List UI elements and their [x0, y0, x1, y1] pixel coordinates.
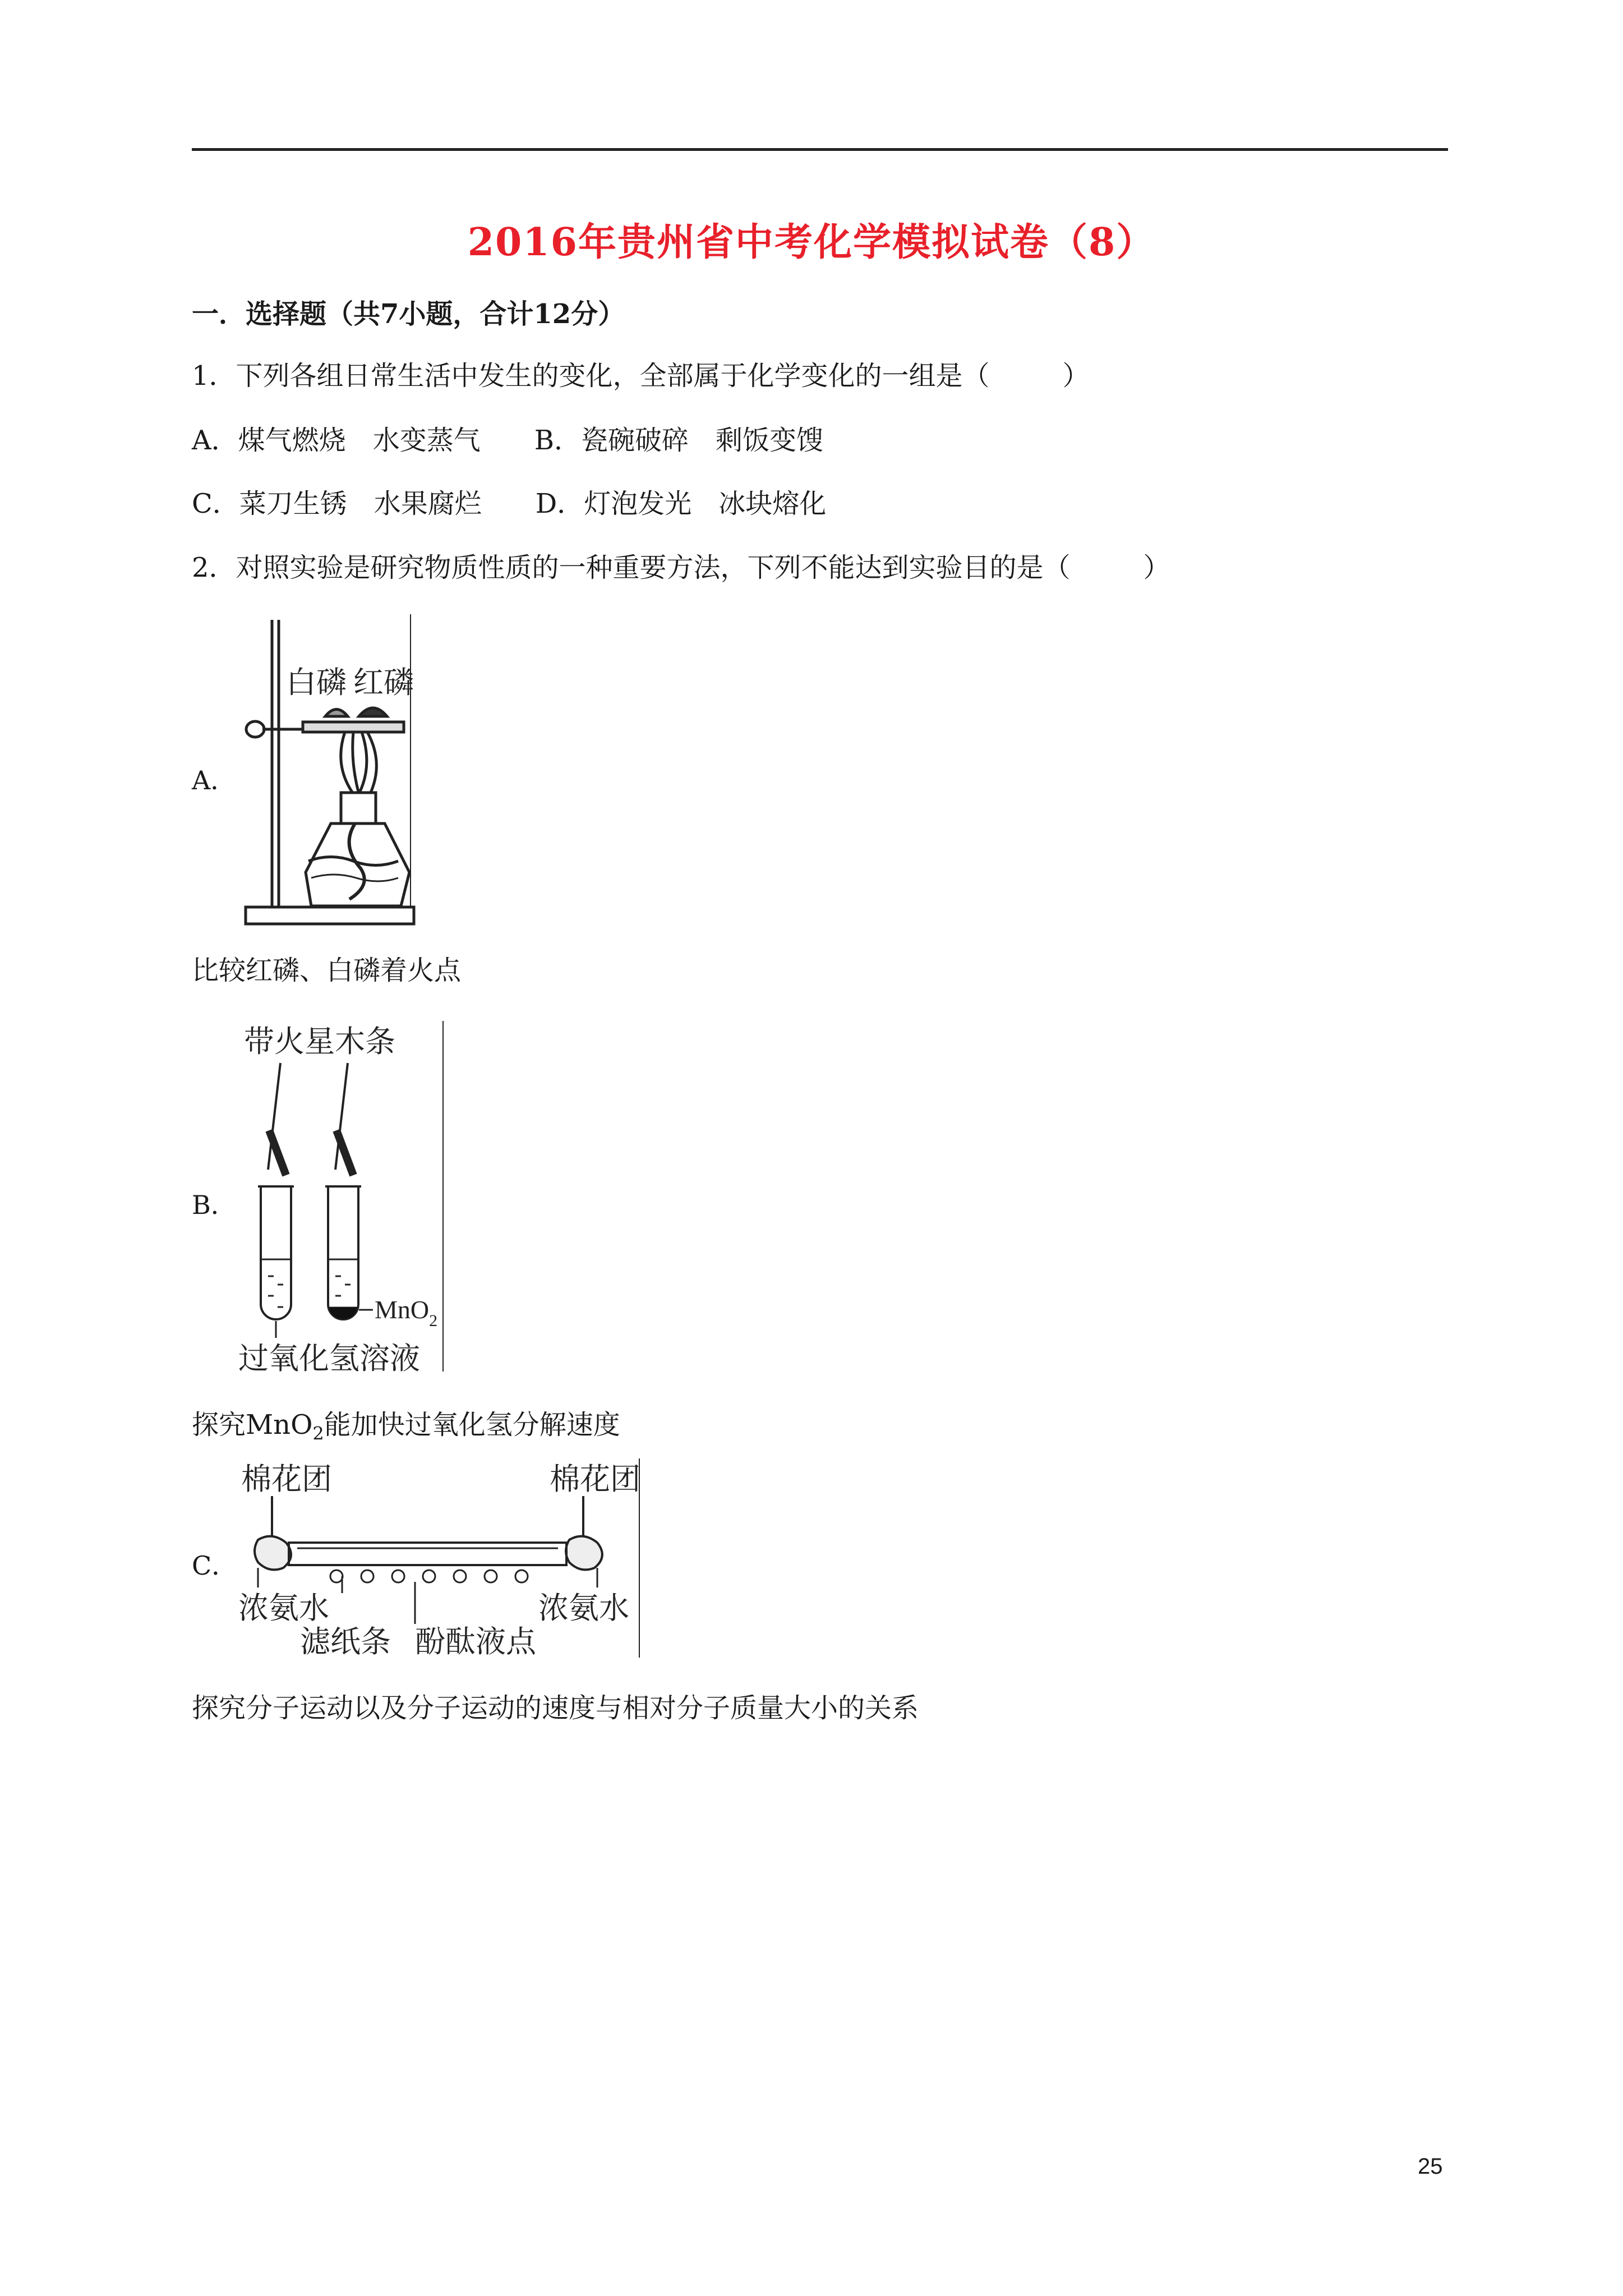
molecular-motion-tube-figure [236, 1456, 645, 1660]
option-d-item-2: 冰块熔化 [718, 488, 827, 519]
caption-b-post: 能加快过氧化氢分解速度 [324, 1409, 620, 1441]
option-d-label: D． [535, 488, 584, 519]
question-1-options-ab [192, 424, 823, 457]
question-1-stem [192, 359, 1090, 393]
fig-b-mno2-subscript: 2 [429, 1312, 438, 1330]
fig-b-mno2-label [375, 1295, 437, 1330]
fig-b-peroxide-label: 过氧化氢溶液 [238, 1341, 420, 1376]
question-1-text: 1．下列各组日常生活中发生的变化，全部属于化学变化的一组是（ [192, 360, 990, 392]
option-d-item-1: 灯泡发光 [584, 488, 692, 519]
fig-a-white-phosphorus-label: 白磷 [286, 665, 347, 700]
q2-option-b-caption [192, 1408, 620, 1451]
page-number: 25 [1418, 2154, 1443, 2179]
q2-option-c-label: C． [192, 1550, 238, 1581]
fig-c-cotton-left-label: 棉花团 [241, 1461, 332, 1497]
option-c-item-1: 菜刀生锈 [239, 488, 347, 519]
q2-option-a-label: A． [192, 765, 237, 795]
header-rule [192, 148, 1448, 151]
phosphorus-ignition-apparatus-figure [241, 614, 421, 931]
fig-c-cotton-right-label: 棉花团 [550, 1461, 640, 1497]
question-2-stem [192, 551, 1170, 585]
option-a-item-2: 水变蒸气 [372, 425, 481, 456]
option-a-item-1: 煤气燃烧 [238, 425, 346, 456]
q2-option-a-caption: 比较红磷、白磷着火点 [192, 955, 462, 986]
fig-b-splint-label: 带火星木条 [244, 1024, 395, 1059]
fig-c-ammonia-left-label: 浓氨水 [238, 1590, 329, 1626]
fig-b-mno2-text: MnO [375, 1295, 430, 1324]
question-2-paren-end: ） [1143, 552, 1170, 583]
option-b-item-1: 瓷碗破碎 [580, 425, 689, 456]
fig-c-strip-label: 滤纸条 [300, 1624, 391, 1659]
q2-option-b-label: B． [192, 1190, 237, 1220]
question-1-options-cd [192, 487, 826, 521]
section-heading: 一．选择题（共7小题，合计12分） [192, 298, 625, 330]
question-1-paren-end: ） [1062, 360, 1090, 392]
hydrogen-peroxide-test-tubes-figure [236, 1018, 449, 1377]
option-a-label: A． [192, 425, 238, 456]
caption-b-subscript: 2 [312, 1423, 324, 1444]
option-c-item-2: 水果腐烂 [374, 488, 482, 519]
question-2-text: 2．对照实验是研究物质性质的一种重要方法，下列不能达到实验目的是（ [192, 552, 1071, 583]
q2-option-c-caption: 探究分子运动以及分子运动的速度与相对分子质量大小的关系 [192, 1692, 919, 1724]
caption-b-pre: 探究MnO [192, 1409, 313, 1441]
fig-c-ammonia-right-label: 浓氨水 [538, 1590, 629, 1626]
fig-a-red-phosphorus-label: 红磷 [353, 665, 414, 700]
option-b-label: B． [534, 425, 581, 456]
page-title: 2016年贵州省中考化学模拟试卷（8） [467, 220, 1156, 265]
fig-c-drops-label: 酚酞液点 [415, 1624, 536, 1659]
option-c-label: C． [192, 488, 239, 519]
option-b-item-2: 剩饭变馊 [716, 425, 824, 456]
